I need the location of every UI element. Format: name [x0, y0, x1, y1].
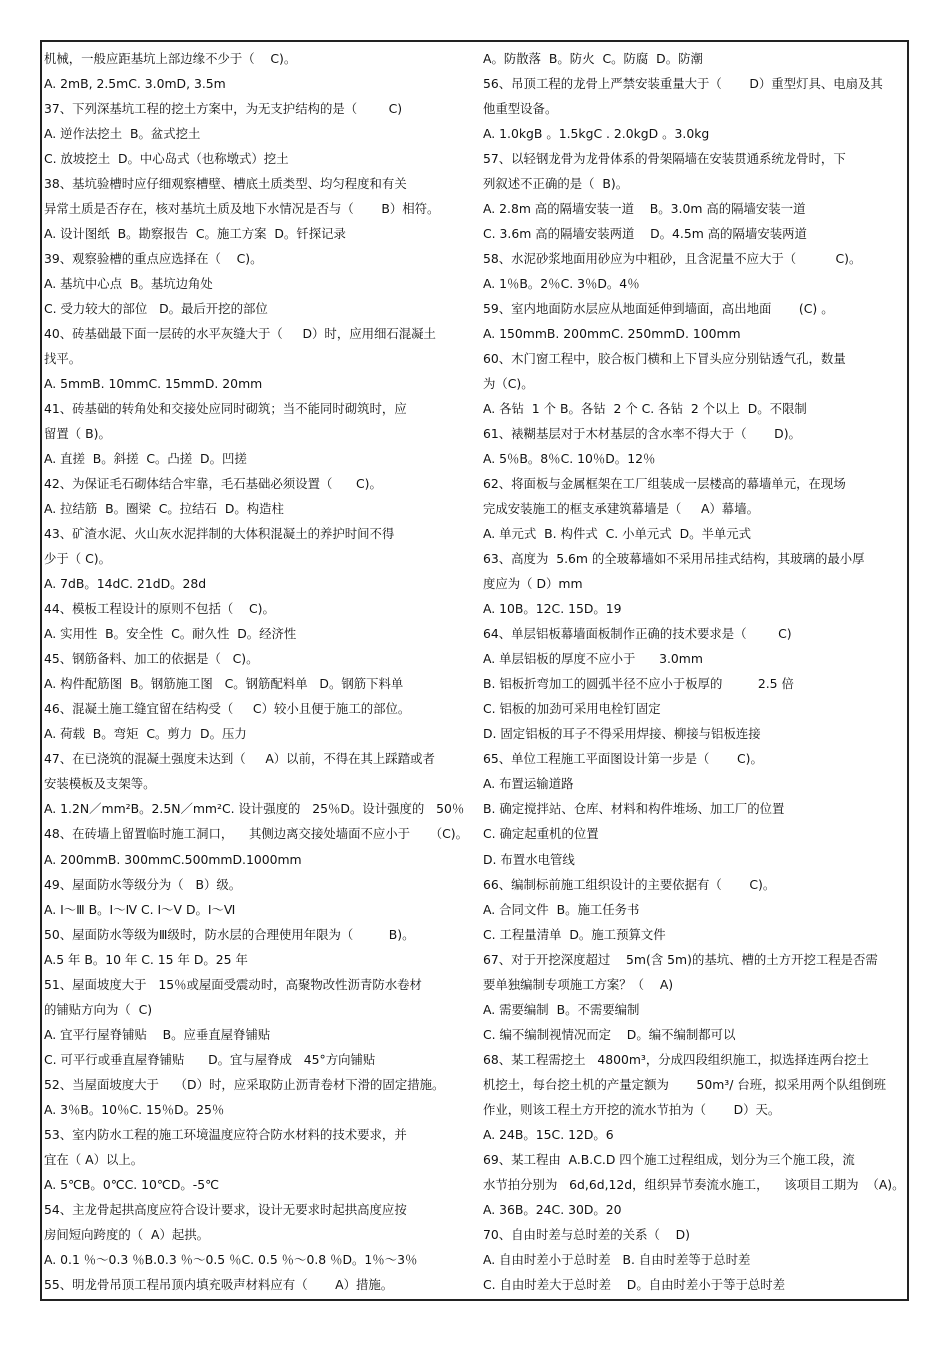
text-line: A. 直搓 B。斜搓 C。凸搓 D。凹搓 — [44, 451, 247, 467]
text-line: A. 荷载 B。弯矩 C。剪力 D。压力 — [44, 726, 247, 742]
text-line: 66、编制标前施工组织设计的主要依据有（ C)。 — [483, 876, 776, 892]
text-line: 44、模板工程设计的原则不包括（ C)。 — [44, 601, 275, 617]
text-line: A. Ⅰ～Ⅲ B。Ⅰ～Ⅳ C. Ⅰ～Ⅴ D。Ⅰ～Ⅵ — [44, 901, 236, 917]
text-line: A. 0.1 ％～0.3 ％B.0.3 ％～0.5 ％C. 0.5 ％～0.8 ％D。1％～3％ — [44, 1251, 418, 1267]
text-line: 68、某工程需挖土 4800m³，分成四段组织施工，拟选择连两台挖土 — [483, 1051, 869, 1067]
text-line: 65、单位工程施工平面图设计第一步是（ C)。 — [483, 751, 763, 767]
text-line: A. 10B。12C. 15D。19 — [483, 601, 622, 617]
text-line: 留置（ B)。 — [44, 426, 111, 442]
text-line: B. 确定搅拌站、仓库、材料和构件堆场、加工厂的位置 — [483, 801, 785, 817]
text-line: 的铺贴方向为（ C) — [44, 1001, 153, 1017]
text-line: A. 1.2N／mm²B。2.5N／mm²C. 设计强度的 25％D。设计强度的 50％ — [44, 801, 465, 817]
text-line: A. 各钻 1 个 B。各钻 2 个 C. 各钻 2 个以上 D。不限制 — [483, 401, 807, 417]
text-line: A. 宜平行屋脊铺贴 B。应垂直屋脊铺贴 — [44, 1026, 271, 1042]
text-line: A. 单层铝板的厚度不应小于 3.0mm — [483, 651, 703, 667]
left-column — [44, 46, 484, 1297]
right-column — [483, 46, 923, 1297]
text-line: 房间短向跨度的（ A）起拱。 — [44, 1226, 210, 1242]
text-line: 45、钢筋备料、加工的依据是（ C)。 — [44, 651, 259, 667]
text-line: 39、观察验槽的重点应选择在（ C)。 — [44, 251, 263, 267]
text-line: 41、砖基础的转角处和交接处应同时砌筑；当不能同时砌筑时，应 — [44, 401, 407, 417]
text-line: 55、明龙骨吊顶工程吊顶内填充吸声材料应有（ A）措施。 — [44, 1276, 394, 1292]
text-line: 宜在（ A）以上。 — [44, 1151, 144, 1167]
text-line: A. 实用性 B。安全性 C。耐久性 D。经济性 — [44, 626, 297, 642]
text-line: A.5 年 B。10 年 C. 15 年 D。25 年 — [44, 951, 248, 967]
text-line: 机挖土，每台挖土机的产量定额为 50m³/ 台班，拟采用两个队组倒班 — [483, 1076, 887, 1092]
text-line: 要单独编制专项施工方案？（ A) — [483, 976, 674, 992]
text-line: C. 可平行或垂直屋脊铺贴 D。宜与屋脊成 45°方向铺贴 — [44, 1051, 376, 1067]
text-line: 61、裱糊基层对于木材基层的含水率不得大于（ D)。 — [483, 426, 801, 442]
text-line: 57、以轻钢龙骨为龙骨体系的骨架隔墙在安装贯通系统龙骨时，下 — [483, 151, 846, 167]
text-line: C. 铝板的加劲可采用电栓钉固定 — [483, 701, 661, 717]
text-line: 52、当屋面坡度大于 （D）时，应采取防止沥青卷材下滑的固定措施。 — [44, 1076, 445, 1092]
text-line: 他重型设备。 — [483, 101, 558, 117]
text-line: C. 确定起重机的位置 — [483, 826, 599, 842]
text-line: 找平。 — [44, 351, 82, 367]
text-line: A. 自由时差小于总时差 B. 自由时差等于总时差 — [483, 1251, 751, 1267]
text-line: 62、将面板与金属框架在工厂组装成一层楼高的幕墙单元，在现场 — [483, 476, 846, 492]
text-line: 为（C)。 — [483, 376, 534, 392]
text-line: C. 放坡挖土 D。中心岛式（也称墩式）挖土 — [44, 151, 289, 167]
text-line: 67、对于开挖深度超过 5m(含 5m)的基坑、槽的土方开挖工程是否需 — [483, 951, 878, 967]
text-line: A. 2.8m 高的隔墙安装一道 B。3.0m 高的隔墙安装一道 — [483, 201, 806, 217]
text-line: A. 5％B。8％C. 10％D。12％ — [483, 451, 656, 467]
text-line: 47、在已浇筑的混凝土强度未达到（ A）以前，不得在其上踩踏或者 — [44, 751, 435, 767]
text-line: C. 自由时差大于总时差 D。自由时差小于等于总时差 — [483, 1276, 786, 1292]
text-line: 49、屋面防水等级分为（ B）级。 — [44, 876, 242, 892]
text-line: 53、室内防水工程的施工环境温度应符合防水材料的技术要求，并 — [44, 1126, 407, 1142]
text-line: 完成安装施工的框支承建筑幕墙是（ A）幕墙。 — [483, 501, 759, 517]
text-line: A. 布置运输道路 — [483, 776, 574, 792]
text-line: B. 铝板折弯加工的圆弧半径不应小于板厚的 2.5 倍 — [483, 676, 794, 692]
text-line: 水节拍分别为 6d,6d,12d，组织异节奏流水施工， 该项目工期为 （A)。 — [483, 1176, 905, 1192]
text-line: 58、水泥砂浆地面用砂应为中粗砂，且含泥量不应大于（ C)。 — [483, 251, 862, 267]
text-line: 作业，则该工程土方开挖的流水节拍为（ D）天。 — [483, 1101, 781, 1117]
text-line: 60、木门窗工程中，胶合板门横和上下冒头应分别钻透气孔，数量 — [483, 351, 846, 367]
text-line: A. 5mmB. 10mmC. 15mmD. 20mm — [44, 376, 263, 392]
text-line: C. 3.6m 高的隔墙安装两道 D。4.5m 高的隔墙安装两道 — [483, 226, 807, 242]
text-line: A. 合同文件 B。施工任务书 — [483, 901, 640, 917]
text-line: D. 布置水电管线 — [483, 851, 575, 867]
text-line: 69、某工程由 A.B.C.D 四个施工过程组成，划分为三个施工段，流 — [483, 1151, 855, 1167]
text-line: 56、吊顶工程的龙骨上严禁安装重量大于（ D）重型灯具、电扇及其 — [483, 76, 883, 92]
text-line: A。防散落 B。防火 C。防腐 D。防潮 — [483, 51, 703, 66]
text-line: A. 逆作法挖土 B。盆式挖土 — [44, 126, 201, 142]
text-line: 50、屋面防水等级为Ⅲ级时，防水层的合理使用年限为（ B)。 — [44, 926, 415, 942]
text-line: A. 拉结筋 B。圈梁 C。拉结石 D。构造柱 — [44, 501, 284, 517]
text-line: A. 7dB。14dC. 21dD。28d — [44, 576, 207, 592]
text-line: 51、屋面坡度大于 15％或屋面受震动时，高聚物改性沥青防水卷材 — [44, 976, 422, 992]
text-line: A. 基坑中心点 B。基坑边角处 — [44, 276, 213, 292]
text-line: 63、高度为 5.6m 的全玻幕墙如不采用吊挂式结构，其玻璃的最小厚 — [483, 551, 865, 567]
text-line: A. 单元式 B. 构件式 C. 小单元式 D。半单元式 — [483, 526, 752, 542]
text-line: 48、在砖墙上留置临时施工洞口， 其侧边离交接处墙面不应小于 （C)。 — [44, 826, 469, 842]
text-line: A. 构件配筋图 B。钢筋施工图 C。钢筋配料单 D。钢筋下料单 — [44, 676, 404, 692]
text-line: C. 编不编制视情况而定 D。编不编制都可以 — [483, 1026, 736, 1042]
text-line: C. 受力较大的部位 D。最后开挖的部位 — [44, 301, 268, 317]
text-line: A. 36B。24C. 30D。20 — [483, 1201, 622, 1217]
text-line: A. 设计图纸 B。勘察报告 C。施工方案 D。钎探记录 — [44, 226, 346, 242]
text-line: 59、室内地面防水层应从地面延伸到墙面，高出地面 (C) 。 — [483, 301, 834, 317]
text-line: 机械，一般应距基坑上部边缘不少于（ C)。 — [44, 51, 297, 66]
text-line: A. 需要编制 B。不需要编制 — [483, 1001, 640, 1017]
text-line: 54、主龙骨起拱高度应符合设计要求，设计无要求时起拱高度应按 — [44, 1201, 407, 1217]
text-line: 异常土质是否存在，核对基坑土质及地下水情况是否与（ B）相符。 — [44, 201, 440, 217]
text-line: A. 5℃B。0℃C. 10℃D。-5℃ — [44, 1176, 220, 1192]
text-line: A. 24B。15C. 12D。6 — [483, 1126, 614, 1142]
text-line: A. 1％B。2％C. 3％D。4％ — [483, 276, 640, 292]
text-line: 70、自由时差与总时差的关系（ D) — [483, 1226, 690, 1242]
text-line: A. 200mmB. 300mmC.500mmD.1000mm — [44, 851, 302, 867]
text-line: 安装模板及支架等。 — [44, 776, 156, 792]
text-line: 列叙述不正确的是（ B)。 — [483, 176, 629, 192]
text-line: A. 2mB, 2.5mC. 3.0mD, 3.5m — [44, 76, 226, 92]
text-line: 38、基坑验槽时应仔细观察槽壁、槽底土质类型、均匀程度和有关 — [44, 176, 407, 192]
text-line: A. 150mmB. 200mmC. 250mmD. 100mm — [483, 326, 741, 342]
text-line: 37、下列深基坑工程的挖土方案中，为无支护结构的是（ C) — [44, 101, 403, 117]
text-line: 度应为（ D）mm — [483, 576, 583, 592]
text-line: 43、矿渣水泥、火山灰水泥拌制的大体积混凝土的养护时间不得 — [44, 526, 395, 542]
text-line: A. 1.0kgB 。1.5kgC . 2.0kgD 。3.0kg — [483, 126, 710, 142]
text-line: D. 固定铝板的耳子不得采用焊接、柳接与铝板连接 — [483, 726, 761, 742]
text-line: C. 工程量清单 D。施工预算文件 — [483, 926, 666, 942]
text-line: 42、为保证毛石砌体结合牢靠，毛石基础必须设置（ C)。 — [44, 476, 382, 492]
text-line: 46、混凝土施工缝宜留在结构受（ C）较小且便于施工的部位。 — [44, 701, 411, 717]
text-line: 40、砖基础最下面一层砖的水平灰缝大于（ D）时，应用细石混凝土 — [44, 326, 436, 342]
text-line: 64、单层铝板幕墙面板制作正确的技术要求是（ C) — [483, 626, 792, 642]
text-line: A. 3％B。10％C. 15％D。25％ — [44, 1101, 225, 1117]
text-line: 少于（ C)。 — [44, 551, 111, 567]
